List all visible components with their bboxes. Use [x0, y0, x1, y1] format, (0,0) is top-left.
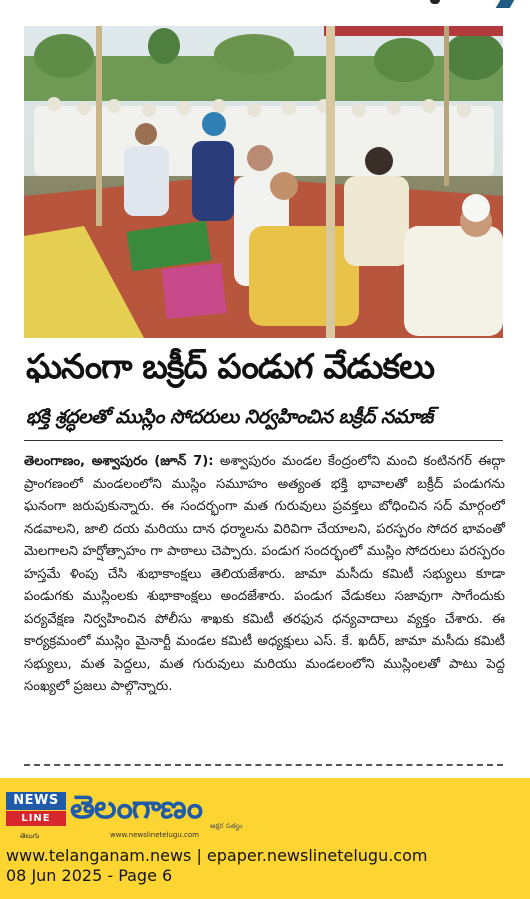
article-body — [24, 451, 505, 699]
top-strip — [0, 0, 530, 22]
footer-band — [0, 778, 530, 899]
decorative-mark — [430, 0, 440, 4]
logo-news-text: NEWS — [6, 792, 66, 810]
website-links[interactable]: www.telanganam.news | epaper.newslinetelugu.com — [6, 846, 428, 865]
newsline-logo — [6, 792, 66, 840]
brand-url: www.newslinetelugu.com — [110, 831, 199, 839]
telanganam-brand: తెలంగాణం — [70, 788, 202, 826]
news-photo — [24, 26, 503, 338]
dashed-divider — [24, 764, 503, 766]
divider — [24, 440, 503, 441]
subheadline: భక్తి శ్రద్ధలతో ముస్లిం సోదరులు నిర్వహించిన బక్రీద్ నమాజ్ — [26, 406, 433, 428]
headline: ఘనంగా బక్రీద్ పండుగ వేడుకలు — [26, 347, 435, 387]
brand-tagline: అక్షర సత్యం — [210, 822, 243, 830]
dateline: తెలంగాణం, అశ్వాపురం (జూన్ 7): — [24, 454, 214, 469]
corner-ribbon — [496, 0, 515, 8]
logo-subtitle: తెలుగు — [20, 832, 40, 840]
eid-prayer-photo — [24, 26, 503, 338]
date-page: 08 Jun 2025 - Page 6 — [6, 866, 173, 885]
logo-line-text: LINE — [6, 811, 66, 826]
article-text: అశ్వాపురం మండల కేంద్రంలోని మంచి కంటినగర్ ఈద్గా ప్రాంగణంలో మండలంలోని ముస్లిం సమూహం అత్యంత భక్తి భావాలతో బక్రీద్ పండుగను ఘనంగా జరుపుకున్నారు. ఈ సందర్భంగా మత గురువులు ప్రవక్తలు బోధించిన సద్ మార్గంలో నడవాలని, జాలి దయ మరియు దాన ధర్మాలను విరివిగా చేయాలని, పరస్పరం సోదర భావంతో మెలగాలని హర్షోత్సాహం గా పాఠాలు చెప్పారు. పండుగ సందర్భంలో ముస్లిం సోదరులు పరస్పరం హస్తమే ళింపు చేసి శుభాకాంక్షలు తెలియజేశారు. జామా మసీదు కమిటీ సభ్యులు కూడా పండుగకు ముస్లింలకు శుభాకాంక్షలు అందజేశారు. పండుగ వేడుకలు సజావుగా సాగేందుకు పర్యవేక్షణ నిర్వహించిన పోలీసు శాఖకు కమిటీ తరఫున ధన్యవాదాలు వ్యక్తం చేశారు. ఈ కార్యక్రమంలో ముస్లిం మైనార్టీ మండల కమిటీ అధ్యక్షులు ఎస్. కే. ఖదీర్, జామా మసీదు కమిటీ సభ్యులు, మత పెద్దలు, మత గురువులు మరియు మండలంలోని ముస్లింలతో పాటు పెద్ద సంఖ్యలో ప్రజలు పాల్గొన్నారు. — [24, 454, 505, 694]
